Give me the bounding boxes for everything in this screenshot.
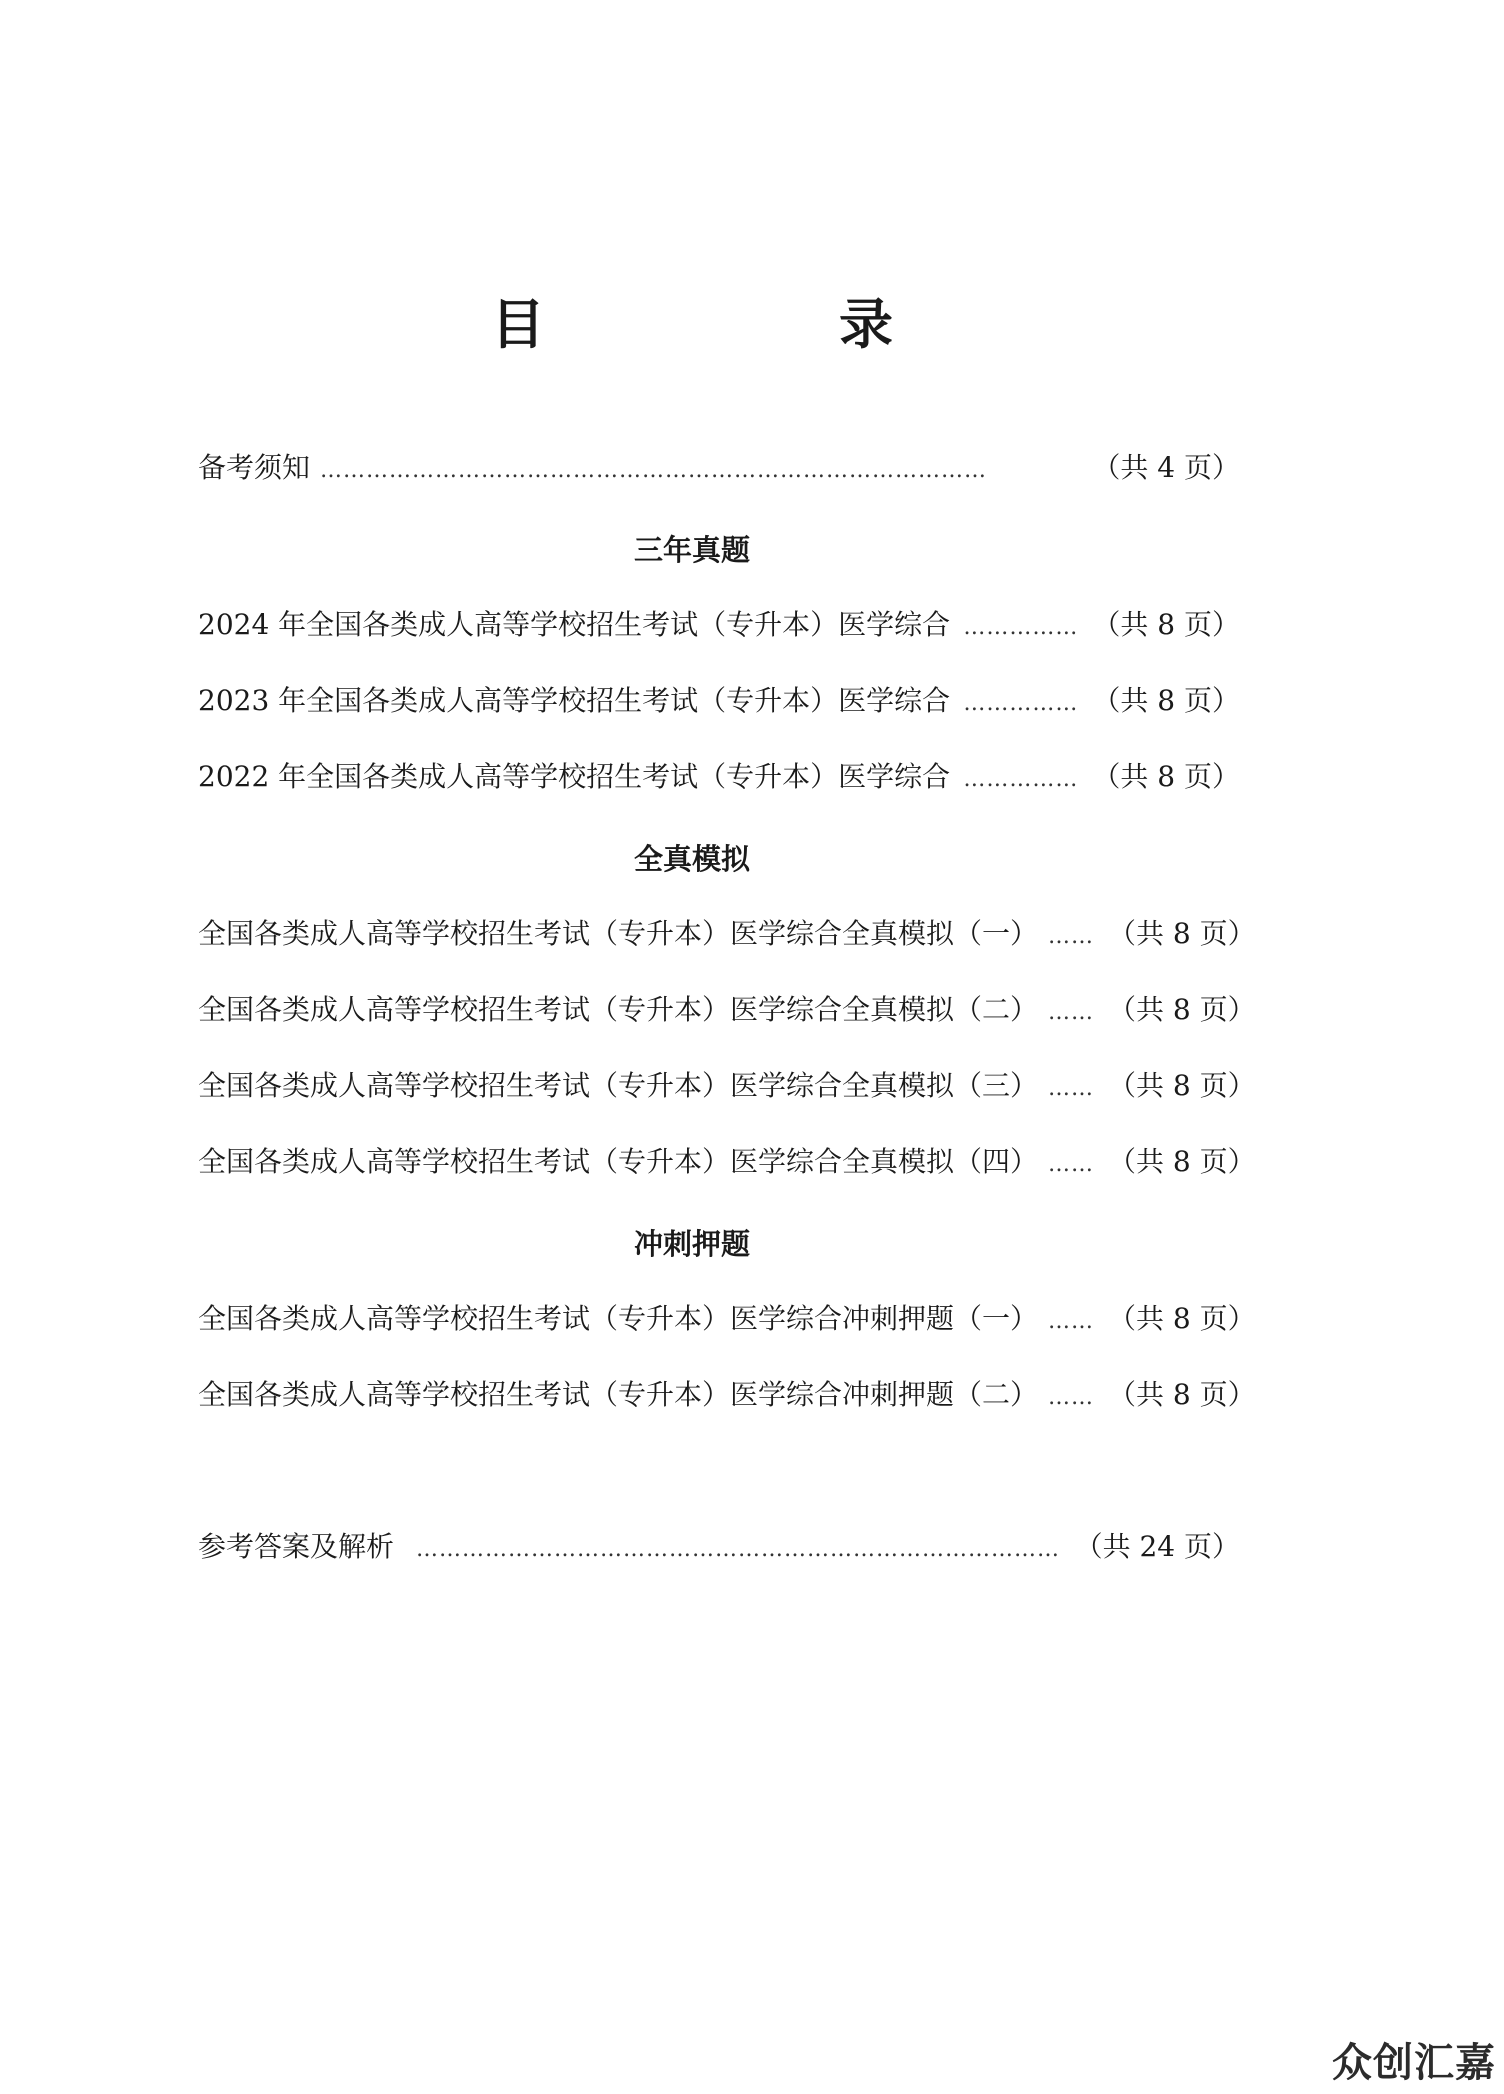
section-heading-real-exams: 三年真题 bbox=[633, 533, 750, 567]
toc-page-count: （共 8 页） bbox=[1108, 917, 1256, 950]
toc-entry-label: 2022 年全国各类成人高等学校招生考试（专升本）医学综合 bbox=[198, 760, 951, 793]
toc-page-count: （共 8 页） bbox=[1108, 1302, 1256, 1335]
toc-entry-2022[interactable] bbox=[198, 757, 1240, 797]
toc-page-count: （共 8 页） bbox=[1108, 1378, 1256, 1411]
toc-entry-notice[interactable] bbox=[198, 448, 1240, 488]
toc-entry-label: 备考须知 bbox=[198, 451, 311, 484]
toc-page-count: （共 4 页） bbox=[1092, 451, 1240, 484]
toc-leader-dots: …… bbox=[1048, 1000, 1095, 1025]
toc-page-count: （共 8 页） bbox=[1092, 760, 1240, 793]
page-title: 目 录 bbox=[491, 292, 1013, 356]
toc-leader-dots: …………………………………………………………………………… bbox=[320, 458, 988, 483]
toc-leader-dots: …… bbox=[1048, 924, 1095, 949]
toc-leader-dots: ………………………………………………………………………… bbox=[416, 1537, 1061, 1562]
toc-page-count: （共 8 页） bbox=[1108, 1145, 1256, 1178]
toc-entry-simulation-3[interactable] bbox=[198, 1066, 1256, 1106]
toc-entry-label: 2024 年全国各类成人高等学校招生考试（专升本）医学综合 bbox=[198, 608, 951, 641]
section-heading-simulations: 全真模拟 bbox=[633, 842, 750, 876]
toc-leader-dots: …………… bbox=[963, 615, 1079, 640]
toc-leader-dots: …… bbox=[1048, 1152, 1095, 1177]
toc-entry-label: 参考答案及解析 bbox=[198, 1530, 395, 1563]
toc-page-count: （共 24 页） bbox=[1074, 1530, 1240, 1563]
toc-entry-sprint-1[interactable] bbox=[198, 1299, 1256, 1339]
toc-leader-dots: …………… bbox=[963, 691, 1079, 716]
toc-entry-simulation-4[interactable] bbox=[198, 1142, 1256, 1182]
toc-page-count: （共 8 页） bbox=[1108, 993, 1256, 1026]
toc-entry-simulation-1[interactable] bbox=[198, 914, 1256, 954]
toc-page-count: （共 8 页） bbox=[1092, 608, 1240, 641]
toc-entry-label: 全国各类成人高等学校招生考试（专升本）医学综合冲刺押题（一） bbox=[198, 1302, 1039, 1335]
toc-entry-2023[interactable] bbox=[198, 681, 1240, 721]
toc-entry-2024[interactable] bbox=[198, 605, 1240, 645]
toc-leader-dots: …… bbox=[1048, 1076, 1095, 1101]
toc-entry-label: 全国各类成人高等学校招生考试（专升本）医学综合全真模拟（三） bbox=[198, 1069, 1039, 1102]
watermark-logo: 众创汇嘉 bbox=[1332, 2040, 1496, 2086]
toc-entry-label: 全国各类成人高等学校招生考试（专升本）医学综合全真模拟（一） bbox=[198, 917, 1039, 950]
toc-leader-dots: …… bbox=[1048, 1385, 1095, 1410]
toc-entry-label: 全国各类成人高等学校招生考试（专升本）医学综合全真模拟（四） bbox=[198, 1145, 1039, 1178]
toc-entry-label: 全国各类成人高等学校招生考试（专升本）医学综合冲刺押题（二） bbox=[198, 1378, 1039, 1411]
toc-leader-dots: …………… bbox=[963, 767, 1079, 792]
toc-page-count: （共 8 页） bbox=[1092, 684, 1240, 717]
toc-entry-answers[interactable] bbox=[198, 1527, 1240, 1567]
toc-page-count: （共 8 页） bbox=[1108, 1069, 1256, 1102]
toc-entry-simulation-2[interactable] bbox=[198, 990, 1256, 1030]
toc-entry-sprint-2[interactable] bbox=[198, 1375, 1256, 1415]
toc-entry-label: 全国各类成人高等学校招生考试（专升本）医学综合全真模拟（二） bbox=[198, 993, 1039, 1026]
toc-leader-dots: …… bbox=[1048, 1309, 1095, 1334]
section-heading-final-sprint: 冲刺押题 bbox=[633, 1227, 750, 1261]
toc-entry-label: 2023 年全国各类成人高等学校招生考试（专升本）医学综合 bbox=[198, 684, 951, 717]
